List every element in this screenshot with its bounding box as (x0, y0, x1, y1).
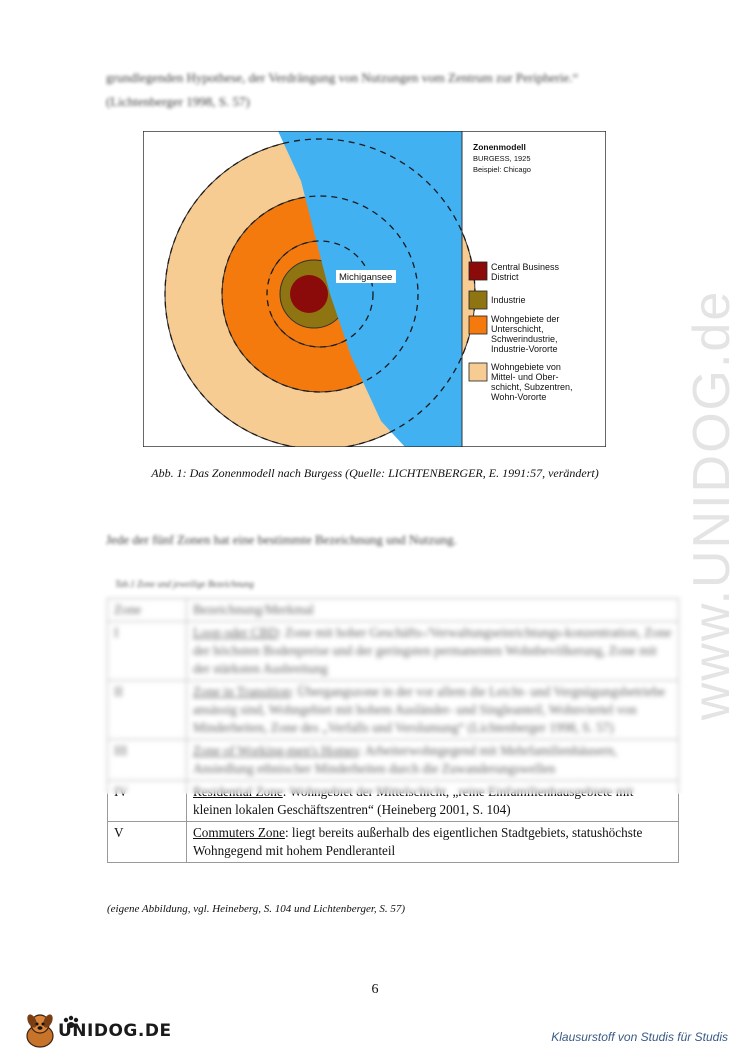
table-row (108, 822, 679, 863)
footer-slogan: Klausurstoff von Studis für Studis (551, 1030, 728, 1044)
box-subtitle: BURGESS, 1925 (473, 154, 531, 163)
legend-lower-label-3: Schwerindustrie, (491, 334, 558, 344)
legend-lower-label-4: Industrie-Vororte (491, 344, 558, 354)
zone-term: Zone in Transition (193, 684, 291, 699)
legend-cbd-label-1: Central Business (491, 262, 560, 272)
zone-term: Residential Zone (193, 784, 283, 799)
zone-number: V (108, 822, 187, 863)
zone-number: IV (108, 781, 187, 822)
unidog-logo-text[interactable]: UNIDOG.DE (58, 1021, 172, 1041)
legend-lower-label-1: Wohngebiete der (491, 314, 560, 324)
zone-text: : Wohngebiet der Mittelschicht, „reine Einfamilienhausgebiete mit kleinen lokalen Geschäftszentren“ (Heineberg 2001, S. 104) (193, 784, 634, 817)
page-number: 6 (371, 982, 379, 997)
legend-middle-label-2: Mittel- und Ober- (491, 372, 559, 382)
box-title: Zonenmodell (473, 142, 526, 152)
legend-swatch-middle-class (469, 363, 487, 381)
zone-model-diagram (143, 131, 606, 447)
legend-middle-label-3: schicht, Subzentren, (491, 382, 573, 392)
zone-text: : Übergangszone in der vor allem die Leicht- und Vergnügungsbetriebe ansässig sind, Wohngebiet mit hohem Ausländer- und Singleanteil, Wohnviertel von Minderheiten, Zone des „Verfalls und Verslumung“ (Lichtenberger 1998, S. 57) (193, 684, 666, 735)
zone-text: : Arbeiterwohngegend mit Mehrfamilienhäusern, Ansiedlung ethnischer Minderheiten durch die Zuwanderungswellen (193, 743, 618, 776)
zone-text: : liegt bereits außerhalb des eigentlichen Stadtgebiets, statushöchste Wohngegend mit hohem Pendleranteil (193, 825, 643, 858)
zones-intro-sentence: Jede der fünf Zonen hat eine bestimmte Bezeichnung und Nutzung. (106, 532, 457, 547)
intro-paragraph (106, 66, 666, 114)
zone-number: II (108, 681, 187, 740)
zone-number: I (108, 622, 187, 681)
legend-swatch-industry (469, 291, 487, 309)
header-description: Bezeichnung/Merkmal (187, 599, 679, 622)
zone-cbd (290, 275, 328, 313)
box-note: Beispiel: Chicago (473, 165, 531, 174)
legend-lower-label-2: Unterschicht, (491, 324, 544, 334)
legend-swatch-cbd (469, 262, 487, 280)
header-zone: Zone (108, 599, 187, 622)
zone-term: Loop oder CBD (193, 625, 278, 640)
zone-text: : Zone mit hoher Geschäfts-/Verwaltungseinrichtungs-konzentration, Zone der höchsten Bodenpreise und der geringsten permanenten Wohnbevölkerung, Zone mit der stärksten Ausbreitung (193, 625, 672, 676)
burgess-zone-model-figure (143, 131, 606, 447)
legend-middle-label-4: Wohn-Vororte (491, 392, 547, 402)
legend-industry-label: Industrie (491, 295, 526, 305)
zone-term: Zone of Working-men's Homes (193, 743, 359, 758)
blur-overlay (100, 594, 690, 794)
intro-line-2: (Lichtenberger 1998, S. 57) (106, 94, 250, 109)
legend-cbd-label-2: District (491, 272, 519, 282)
legend-swatch-lower-class (469, 316, 487, 334)
table-caption: Tab.1 Zone und jeweilige Bezeichnung (115, 579, 254, 589)
intro-line-1: grundlegenden Hypothese, der Verdrängung von Nutzungen vom Zentrum zur Peripherie.“ (106, 70, 579, 85)
watermark: www.UNIDOG.de (683, 289, 741, 721)
lake-label: Michigansee (339, 272, 393, 283)
zone-number: III (108, 740, 187, 781)
table-source-note: (eigene Abbildung, vgl. Heineberg, S. 104 und Lichtenberger, S. 57) (107, 903, 406, 915)
figure-caption: Abb. 1: Das Zonenmodell nach Burgess (Quelle: LICHTENBERGER, E. 1991:57, verändert) (151, 466, 599, 480)
zone-term: Commuters Zone (193, 825, 285, 840)
zone-description (187, 822, 679, 863)
legend-middle-label-1: Wohngebiete von (491, 362, 561, 372)
